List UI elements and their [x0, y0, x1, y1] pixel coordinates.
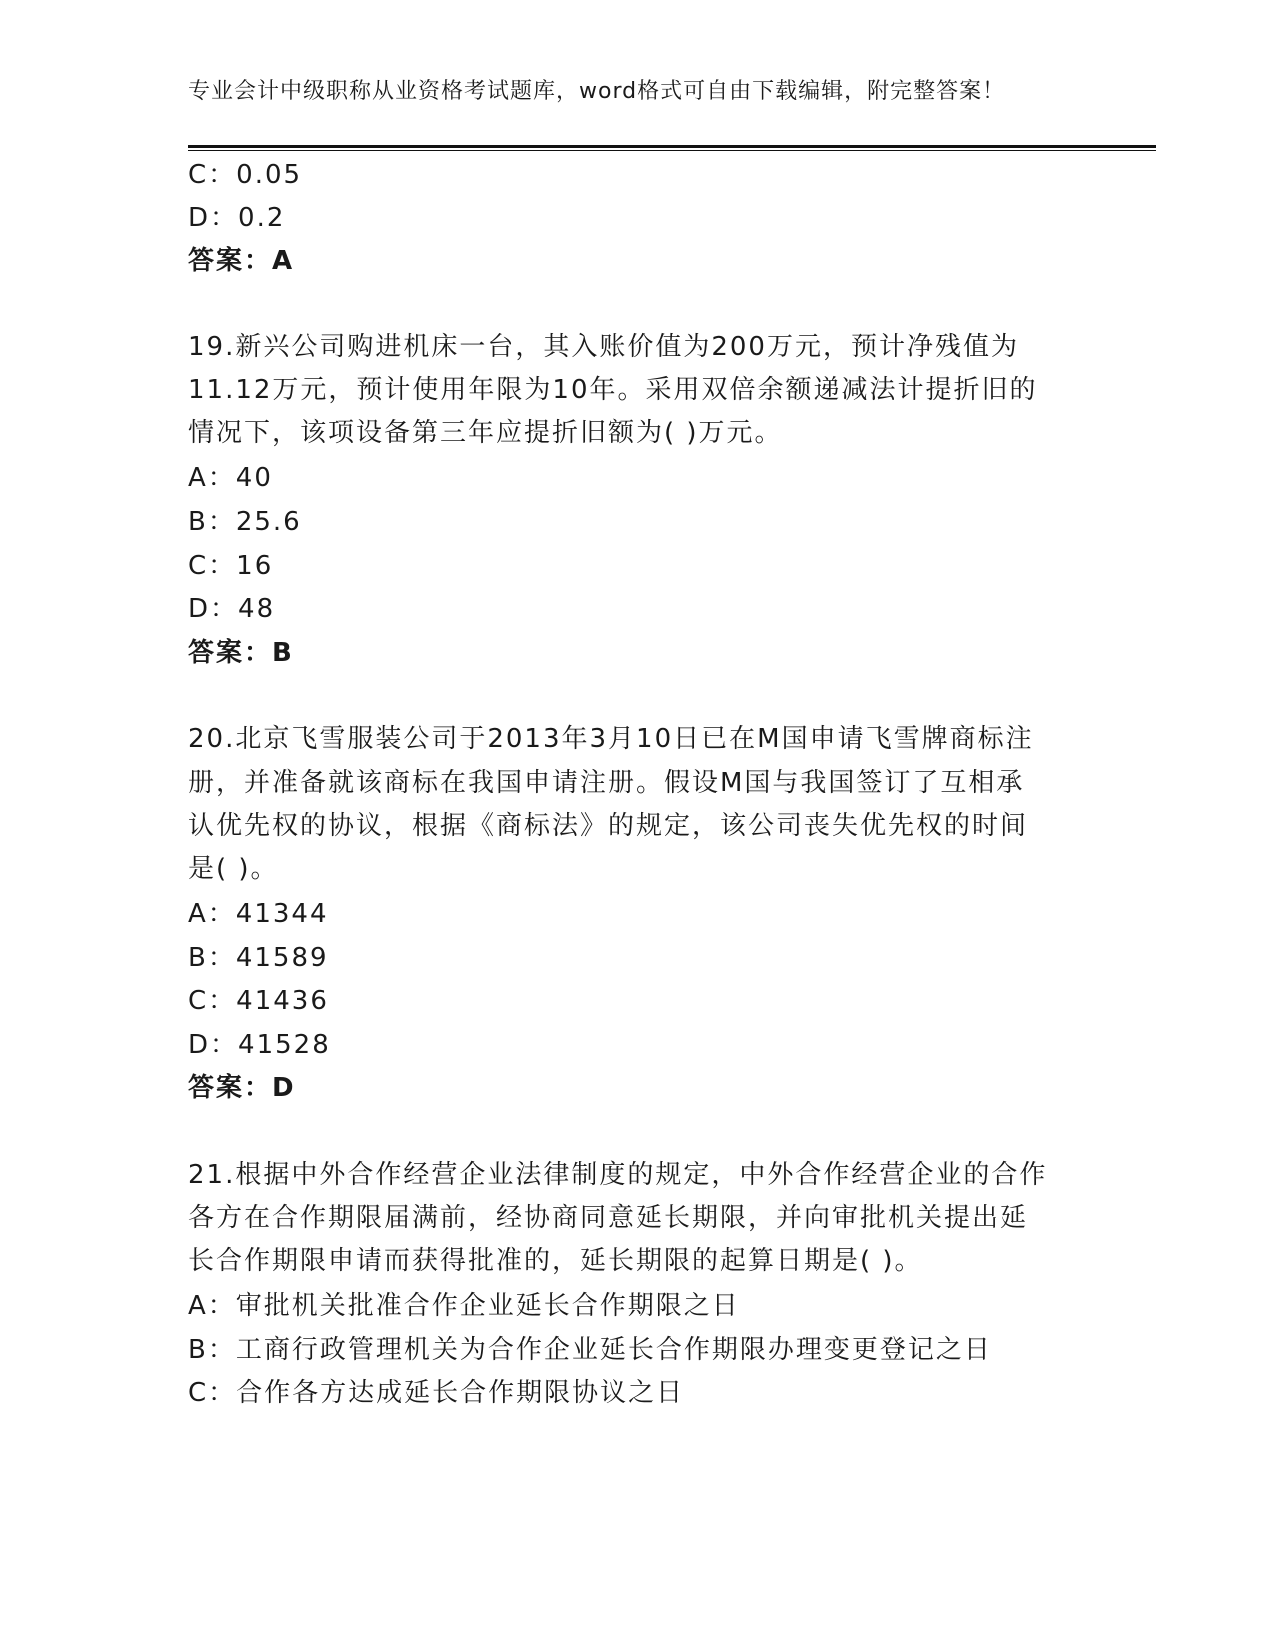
question-21-line-1: 21.根据中外合作经营企业法律制度的规定，中外合作经营企业的合作	[188, 1160, 1048, 1190]
question-19-option-b: B：25.6	[188, 507, 302, 537]
question-21-option-c: C：合作各方达成延长合作期限协议之日	[188, 1378, 685, 1408]
question-21-line-3: 长合作期限申请而获得批准的，延长期限的起算日期是( )。	[188, 1246, 923, 1276]
question-19-option-c: C：16	[188, 551, 274, 581]
answer-line: 答案：A	[188, 246, 295, 276]
question-21-option-b: B：工商行政管理机关为合作企业延长合作期限办理变更登记之日	[188, 1335, 992, 1365]
page-header: 专业会计中级职称从业资格考试题库，word格式可自由下载编辑，附完整答案！	[188, 79, 1006, 104]
question-19-line-3: 情况下，该项设备第三年应提折旧额为( )万元。	[188, 418, 783, 448]
question-21-option-a: A：审批机关批准合作企业延长合作期限之日	[188, 1291, 740, 1321]
question-19-line-1: 19.新兴公司购进机床一台，其入账价值为200万元，预计净残值为	[188, 332, 1019, 362]
question-19-option-a: A：40	[188, 463, 273, 493]
question-20-option-b: B：41589	[188, 943, 329, 973]
question-20-option-a: A：41344	[188, 899, 329, 929]
header-rule-thin	[188, 150, 1156, 151]
question-19-answer: 答案：B	[188, 638, 294, 668]
option-c: C：0.05	[188, 160, 303, 190]
question-20-line-2: 册，并准备就该商标在我国申请注册。假设M国与我国签订了互相承	[188, 768, 1025, 798]
header-rule-thick	[188, 145, 1156, 148]
question-20-line-4: 是( )。	[188, 854, 279, 884]
question-20-answer: 答案：D	[188, 1073, 296, 1103]
question-20-line-3: 认优先权的协议，根据《商标法》的规定，该公司丧失优先权的时间	[188, 811, 1029, 841]
question-19-line-2: 11.12万元，预计使用年限为10年。采用双倍余额递减法计提折旧的	[188, 375, 1038, 405]
option-d: D：0.2	[188, 203, 286, 233]
question-20-line-1: 20.北京飞雪服装公司于2013年3月10日已在M国申请飞雪牌商标注	[188, 724, 1034, 754]
question-20-option-d: D：41528	[188, 1030, 331, 1060]
question-20-option-c: C：41436	[188, 986, 329, 1016]
question-21-line-2: 各方在合作期限届满前，经协商同意延长期限，并向审批机关提出延	[188, 1203, 1029, 1233]
question-19-option-d: D：48	[188, 594, 276, 624]
